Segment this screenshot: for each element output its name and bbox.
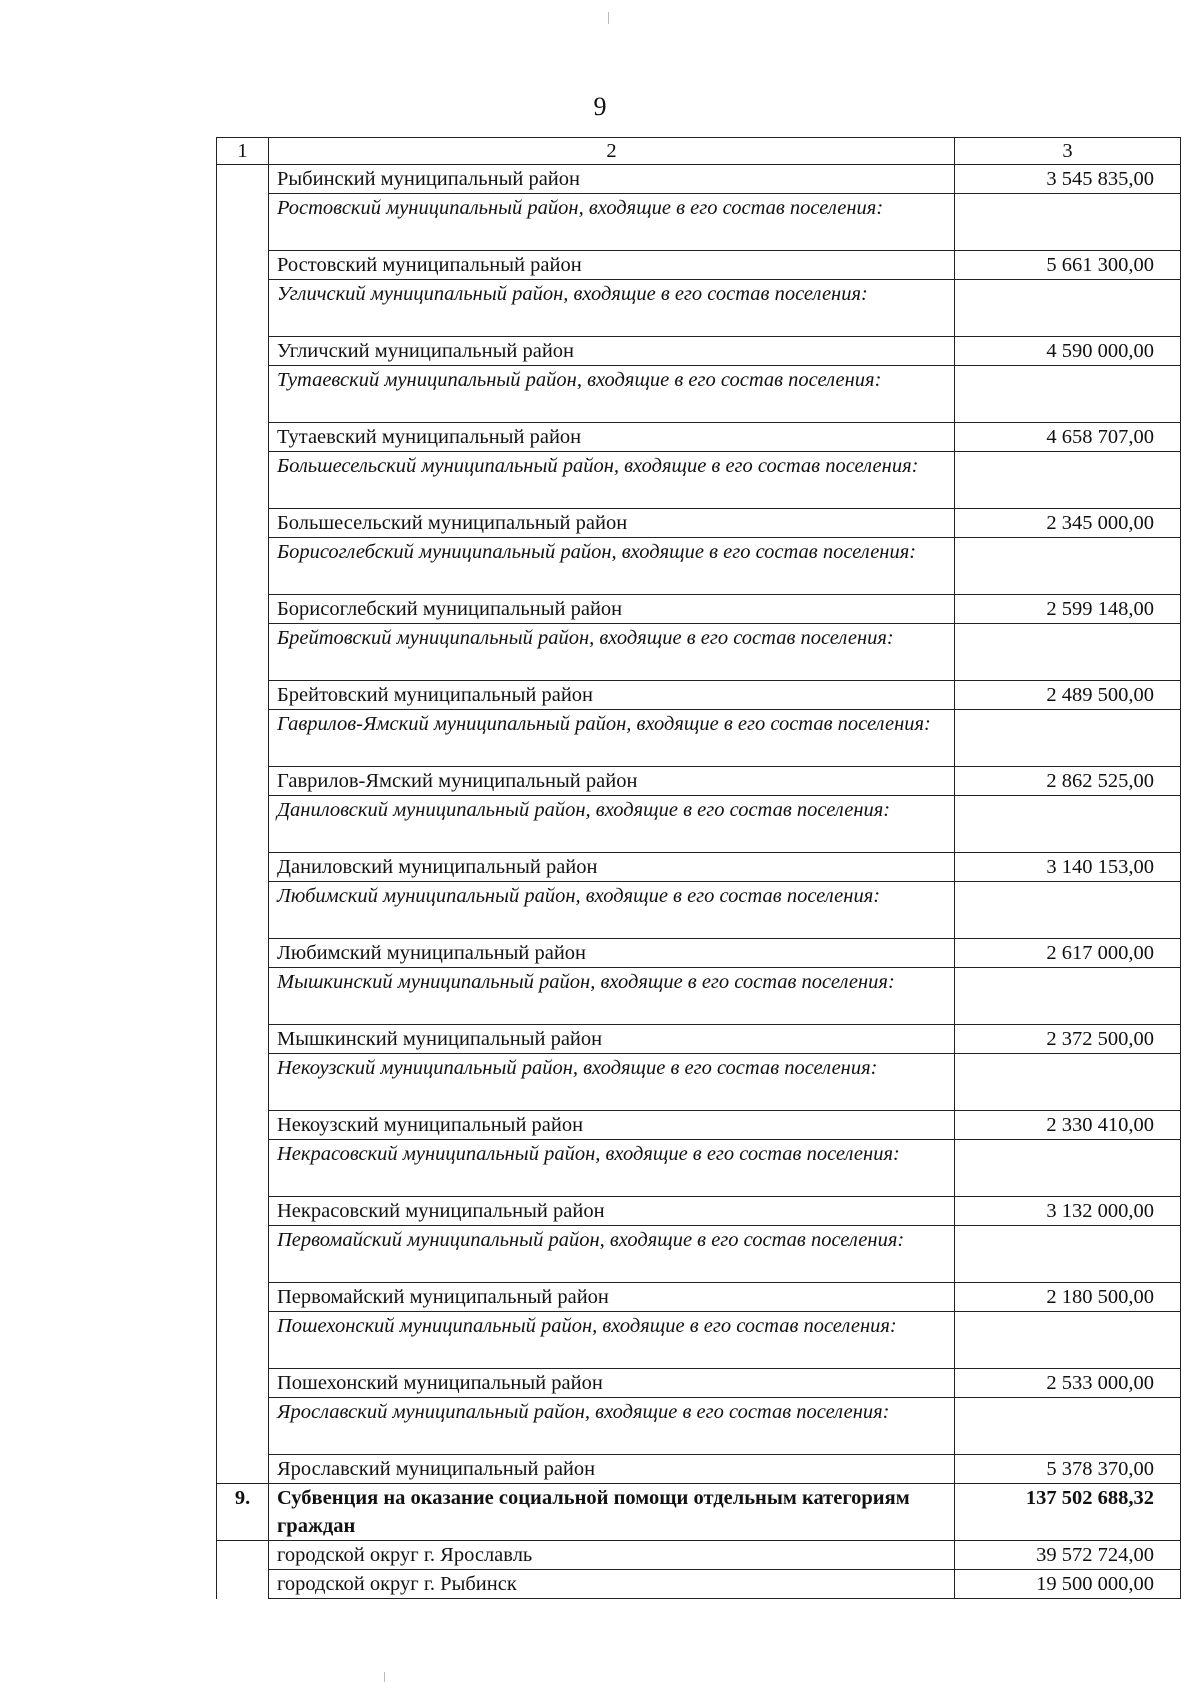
- row-amount: 2 345 000,00: [955, 509, 1181, 538]
- row-number-cell: [217, 595, 269, 624]
- row-name: Некрасовский муниципальный район, входящие в его состав поселения:: [269, 1140, 955, 1197]
- row-name: Некоузский муниципальный район: [269, 1111, 955, 1140]
- table-row: [217, 1570, 1181, 1599]
- row-amount: 2 862 525,00: [955, 767, 1181, 796]
- row-name: Любимский муниципальный район, входящие в его состав поселения:: [269, 882, 955, 939]
- row-name: Тутаевский муниципальный район: [269, 423, 955, 452]
- table-row: [217, 337, 1181, 366]
- row-amount: 2 599 148,00: [955, 595, 1181, 624]
- section-row: [217, 1484, 1181, 1541]
- row-name: Угличский муниципальный район, входящие в его состав поселения:: [269, 280, 955, 337]
- row-number-cell: [217, 968, 269, 1025]
- row-name: Борисоглебский муниципальный район: [269, 595, 955, 624]
- row-number-cell: [217, 796, 269, 853]
- row-number-cell: [217, 624, 269, 681]
- row-number-cell: [217, 337, 269, 366]
- row-number-cell: [217, 1570, 269, 1599]
- row-amount: [955, 1312, 1181, 1369]
- row-name: Гаврилов-Ямский муниципальный район: [269, 767, 955, 796]
- group-heading-row: [217, 538, 1181, 595]
- row-amount: [955, 452, 1181, 509]
- row-number-cell: [217, 538, 269, 595]
- row-name: Субвенция на оказание социальной помощи отдельным категориям граждан: [269, 1484, 955, 1541]
- row-name: Любимский муниципальный район: [269, 939, 955, 968]
- row-amount: 2 330 410,00: [955, 1111, 1181, 1140]
- header-col-2: 2: [269, 138, 955, 165]
- row-name: Брейтовский муниципальный район, входящие в его состав поселения:: [269, 624, 955, 681]
- row-number-cell: [217, 1398, 269, 1455]
- row-name: Гаврилов-Ямский муниципальный район, входящие в его состав поселения:: [269, 710, 955, 767]
- row-amount: [955, 882, 1181, 939]
- row-amount: 4 590 000,00: [955, 337, 1181, 366]
- group-heading-row: [217, 280, 1181, 337]
- row-amount: [955, 968, 1181, 1025]
- row-amount: [955, 710, 1181, 767]
- section-number: 9.: [217, 1484, 269, 1541]
- group-heading-row: [217, 624, 1181, 681]
- row-name: Ростовский муниципальный район: [269, 251, 955, 280]
- row-amount: [955, 1054, 1181, 1111]
- group-heading-row: [217, 366, 1181, 423]
- row-name: Некоузский муниципальный район, входящие в его состав поселения:: [269, 1054, 955, 1111]
- row-amount: [955, 366, 1181, 423]
- row-name: Брейтовский муниципальный район: [269, 681, 955, 710]
- table-row: [217, 509, 1181, 538]
- row-amount: 5 661 300,00: [955, 251, 1181, 280]
- table-row: [217, 681, 1181, 710]
- group-heading-row: [217, 1226, 1181, 1283]
- row-name: Рыбинский муниципальный район: [269, 165, 955, 194]
- scan-mark-top: [608, 12, 609, 24]
- row-amount: 2 372 500,00: [955, 1025, 1181, 1054]
- allocation-table: [216, 137, 1181, 1599]
- row-amount: [955, 624, 1181, 681]
- row-number-cell: [217, 939, 269, 968]
- row-name: Ярославский муниципальный район, входящие в его состав поселения:: [269, 1398, 955, 1455]
- row-name: Ростовский муниципальный район, входящие в его состав поселения:: [269, 194, 955, 251]
- table-header-row: [217, 138, 1181, 165]
- row-name: городской округ г. Рыбинск: [269, 1570, 955, 1599]
- header-col-3: 3: [955, 138, 1181, 165]
- row-number-cell: [217, 1541, 269, 1570]
- table-body: [217, 138, 1181, 1599]
- table-row: [217, 1455, 1181, 1484]
- row-number-cell: [217, 853, 269, 882]
- row-number-cell: [217, 1140, 269, 1197]
- row-amount: [955, 796, 1181, 853]
- table-row: [217, 853, 1181, 882]
- header-col-1: 1: [217, 138, 269, 165]
- row-number-cell: [217, 1111, 269, 1140]
- row-name: Угличский муниципальный район: [269, 337, 955, 366]
- row-amount: [955, 1140, 1181, 1197]
- row-amount: 3 140 153,00: [955, 853, 1181, 882]
- row-number-cell: [217, 681, 269, 710]
- group-heading-row: [217, 194, 1181, 251]
- row-number-cell: [217, 1455, 269, 1484]
- row-amount: 4 658 707,00: [955, 423, 1181, 452]
- row-amount: 2 617 000,00: [955, 939, 1181, 968]
- row-name: городской округ г. Ярославль: [269, 1541, 955, 1570]
- row-amount: 39 572 724,00: [955, 1541, 1181, 1570]
- row-number-cell: [217, 882, 269, 939]
- row-amount: [955, 538, 1181, 595]
- group-heading-row: [217, 968, 1181, 1025]
- row-number-cell: [217, 452, 269, 509]
- group-heading-row: [217, 1312, 1181, 1369]
- row-number-cell: [217, 423, 269, 452]
- group-heading-row: [217, 710, 1181, 767]
- row-amount: 5 378 370,00: [955, 1455, 1181, 1484]
- row-number-cell: [217, 194, 269, 251]
- row-number-cell: [217, 509, 269, 538]
- row-name: Даниловский муниципальный район, входящие в его состав поселения:: [269, 796, 955, 853]
- row-name: Даниловский муниципальный район: [269, 853, 955, 882]
- row-number-cell: [217, 1025, 269, 1054]
- group-heading-row: [217, 796, 1181, 853]
- row-number-cell: [217, 366, 269, 423]
- table-row: [217, 1541, 1181, 1570]
- row-number-cell: [217, 1226, 269, 1283]
- row-amount: 2 180 500,00: [955, 1283, 1181, 1312]
- row-number-cell: [217, 710, 269, 767]
- row-number-cell: [217, 280, 269, 337]
- row-name: Ярославский муниципальный район: [269, 1455, 955, 1484]
- row-number-cell: [217, 1197, 269, 1226]
- row-number-cell: [217, 251, 269, 280]
- table-row: [217, 165, 1181, 194]
- row-name: Первомайский муниципальный район: [269, 1283, 955, 1312]
- row-name: Мышкинский муниципальный район: [269, 1025, 955, 1054]
- table-row: [217, 423, 1181, 452]
- row-name: Мышкинский муниципальный район, входящие в его состав поселения:: [269, 968, 955, 1025]
- row-name: Большесельский муниципальный район: [269, 509, 955, 538]
- row-amount: [955, 1398, 1181, 1455]
- table-row: [217, 767, 1181, 796]
- group-heading-row: [217, 452, 1181, 509]
- row-name: Некрасовский муниципальный район: [269, 1197, 955, 1226]
- row-name: Тутаевский муниципальный район, входящие в его состав поселения:: [269, 366, 955, 423]
- row-number-cell: [217, 1054, 269, 1111]
- row-amount: [955, 1226, 1181, 1283]
- table-row: [217, 251, 1181, 280]
- row-name: Борисоглебский муниципальный район, входящие в его состав поселения:: [269, 538, 955, 595]
- table-row: [217, 1025, 1181, 1054]
- row-number-cell: [217, 165, 269, 194]
- group-heading-row: [217, 1054, 1181, 1111]
- row-name: Большесельский муниципальный район, входящие в его состав поселения:: [269, 452, 955, 509]
- row-number-cell: [217, 1312, 269, 1369]
- table-row: [217, 1197, 1181, 1226]
- row-number-cell: [217, 1283, 269, 1312]
- row-amount: [955, 280, 1181, 337]
- table-row: [217, 1111, 1181, 1140]
- group-heading-row: [217, 1140, 1181, 1197]
- row-amount: 3 132 000,00: [955, 1197, 1181, 1226]
- row-number-cell: [217, 1369, 269, 1398]
- page-number: 9: [593, 92, 607, 121]
- row-amount: 2 489 500,00: [955, 681, 1181, 710]
- table-row: [217, 1283, 1181, 1312]
- row-number-cell: [217, 767, 269, 796]
- table-row: [217, 939, 1181, 968]
- row-amount: 2 533 000,00: [955, 1369, 1181, 1398]
- row-name: Пошехонский муниципальный район: [269, 1369, 955, 1398]
- table-row: [217, 595, 1181, 624]
- row-name: Пошехонский муниципальный район, входящие в его состав поселения:: [269, 1312, 955, 1369]
- row-amount: 3 545 835,00: [955, 165, 1181, 194]
- group-heading-row: [217, 1398, 1181, 1455]
- row-amount: [955, 194, 1181, 251]
- row-name: Первомайский муниципальный район, входящие в его состав поселения:: [269, 1226, 955, 1283]
- row-amount: 137 502 688,32: [955, 1484, 1181, 1541]
- scan-mark-bottom: [384, 1672, 385, 1682]
- table-row: [217, 1369, 1181, 1398]
- group-heading-row: [217, 882, 1181, 939]
- row-amount: 19 500 000,00: [955, 1570, 1181, 1599]
